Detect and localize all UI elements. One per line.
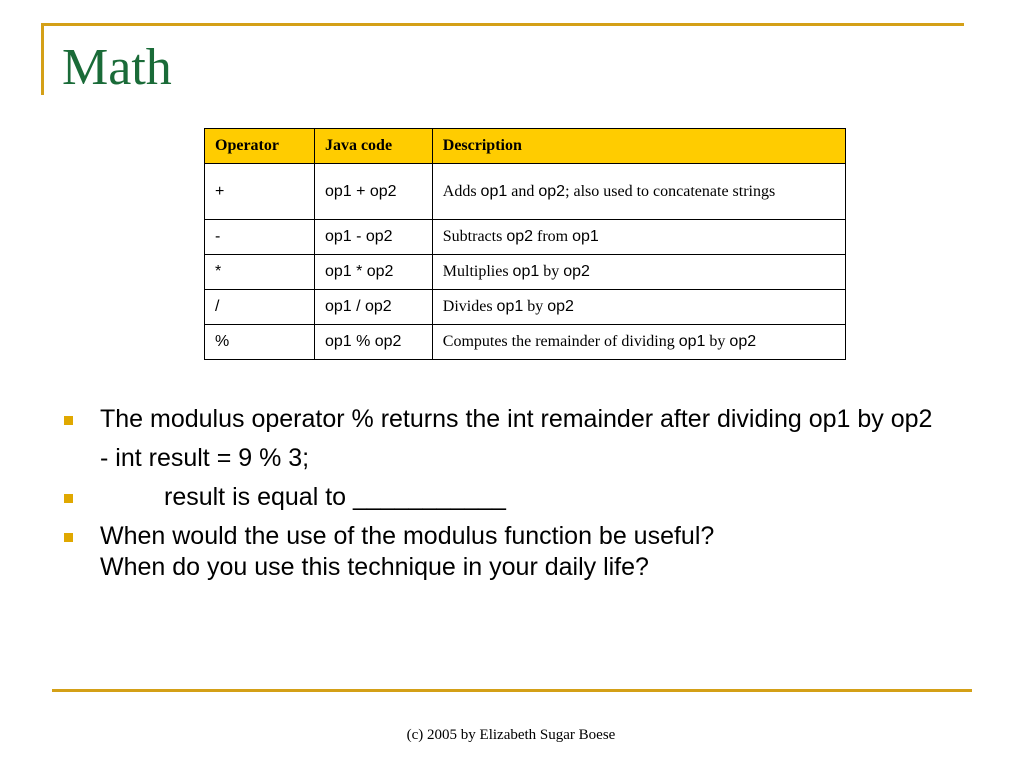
code-cell: op1 - op2 [314,220,432,255]
code-cell: op1 * op2 [314,255,432,290]
table-row [205,325,846,360]
footer-text: (c) 2005 by Elizabeth Sugar Boese [406,727,616,743]
description-cell [432,164,845,220]
code-term: op1 [512,263,540,281]
code-term: op1 [678,333,706,351]
slide-title: Math [62,39,172,96]
sub-item: - int result = 9 % 3; [100,444,310,472]
bullet-item [62,404,962,435]
code-term: op1 [480,182,508,200]
square-bullet-icon [64,416,73,425]
operator-cell: / [205,290,315,325]
code-term: op2 [729,333,757,351]
table-row [205,255,846,290]
description-text: Subtracts [442,228,507,246]
bullet-item [62,482,962,513]
description-text: Divides [442,298,497,316]
bullet-text: When would the use of the modulus function be useful? [100,522,715,550]
operators-table [204,128,846,360]
description-cell [432,325,845,360]
description-cell [432,220,845,255]
description-text: by [523,298,548,316]
description-text: Computes the remainder of dividing [442,333,679,351]
header-description: Description [432,129,845,164]
code-term: op2 [563,263,590,281]
table-row [205,220,846,255]
description-text: from [533,228,573,246]
table-row [205,164,846,220]
description-cell [432,290,845,325]
square-bullet-icon [64,533,73,542]
bullet-text: The modulus operator % returns the int remainder after dividing op1 by op2 [100,405,933,433]
code-term: op2 [547,298,574,316]
header-java-code: Java code [314,129,432,164]
code-term: op1 [496,298,524,316]
bullet-text: result is equal to ___________ [164,483,506,511]
description-text: Multiplies [442,263,513,281]
code-cell: op1 + op2 [314,164,432,220]
operator-cell: % [205,325,315,360]
description-text: by [705,333,730,351]
description-text: Adds [442,182,481,200]
code-term: op2 [538,182,566,200]
code-cell: op1 / op2 [314,290,432,325]
description-text: by [539,263,564,281]
bullet-item [62,521,962,583]
top-rule [44,23,964,26]
operator-cell: - [205,220,315,255]
bullet-text-line: When do you use this technique in your daily life? [100,553,649,581]
description-text: ; also used to concatenate strings [565,182,776,200]
operator-cell: * [205,255,315,290]
operator-cell: + [205,164,315,220]
table-header-row [205,129,846,164]
code-term: op2 [506,228,534,246]
square-bullet-icon [64,494,73,503]
table-row [205,290,846,325]
code-term: op1 [572,228,599,246]
bullet-list [62,404,962,583]
description-text: and [507,182,539,200]
left-rule [41,23,44,95]
description-cell [432,255,845,290]
bottom-rule [52,689,972,692]
footer-copyright [0,727,1024,744]
code-cell: op1 % op2 [314,325,432,360]
header-operator: Operator [205,129,315,164]
